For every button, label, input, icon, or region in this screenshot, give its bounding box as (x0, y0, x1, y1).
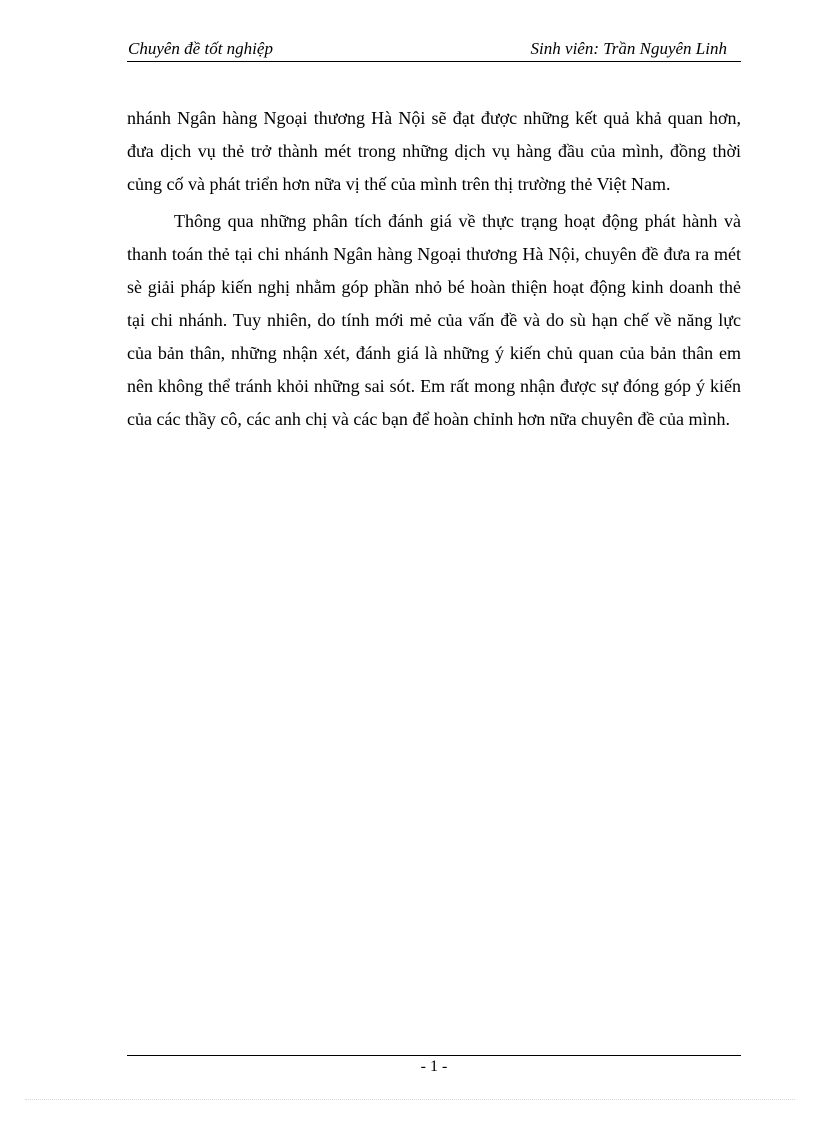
footer-divider (127, 1055, 741, 1056)
page-edge-guide (25, 1099, 795, 1100)
document-body (127, 102, 741, 436)
body-paragraph: Thông qua những phân tích đánh giá về thực trạng hoạt động phát hành và thanh toán thẻ tại chi nhánh Ngân hàng Ngoại thương Hà Nội, chuyên đề đưa ra mét sè giải pháp kiến nghị nhằm góp phần nhỏ bé hoàn thiện hoạt động kinh doanh thẻ tại chi nhánh. Tuy nhiên, do tính mới mẻ của vấn đề và do sù hạn chế về năng lực của bản thân, những nhận xét, đánh giá là những ý kiến chủ quan của bản thân em nên không thể tránh khỏi những sai sót. Em rất mong nhận được sự đóng góp ý kiến của các thầy cô, các anh chị và các bạn để hoàn chỉnh hơn nữa chuyên đề của mình. (127, 211, 741, 429)
page-number: - 1 - (420, 1058, 448, 1075)
body-paragraph: nhánh Ngân hàng Ngoại thương Hà Nội sẽ đạt được những kết quả khả quan hơn, đưa dịch vụ thẻ trở thành mét trong những dịch vụ hàng đầu của mình, đồng thời củng cố và phát triển hơn nữa vị thế của mình trên thị trường thẻ Việt Nam. (127, 108, 741, 194)
header-title: Chuyên đề tốt nghiệp (128, 39, 273, 58)
header-author: Sinh viên: Trần Nguyên Linh (530, 39, 727, 58)
page-header (127, 38, 741, 62)
